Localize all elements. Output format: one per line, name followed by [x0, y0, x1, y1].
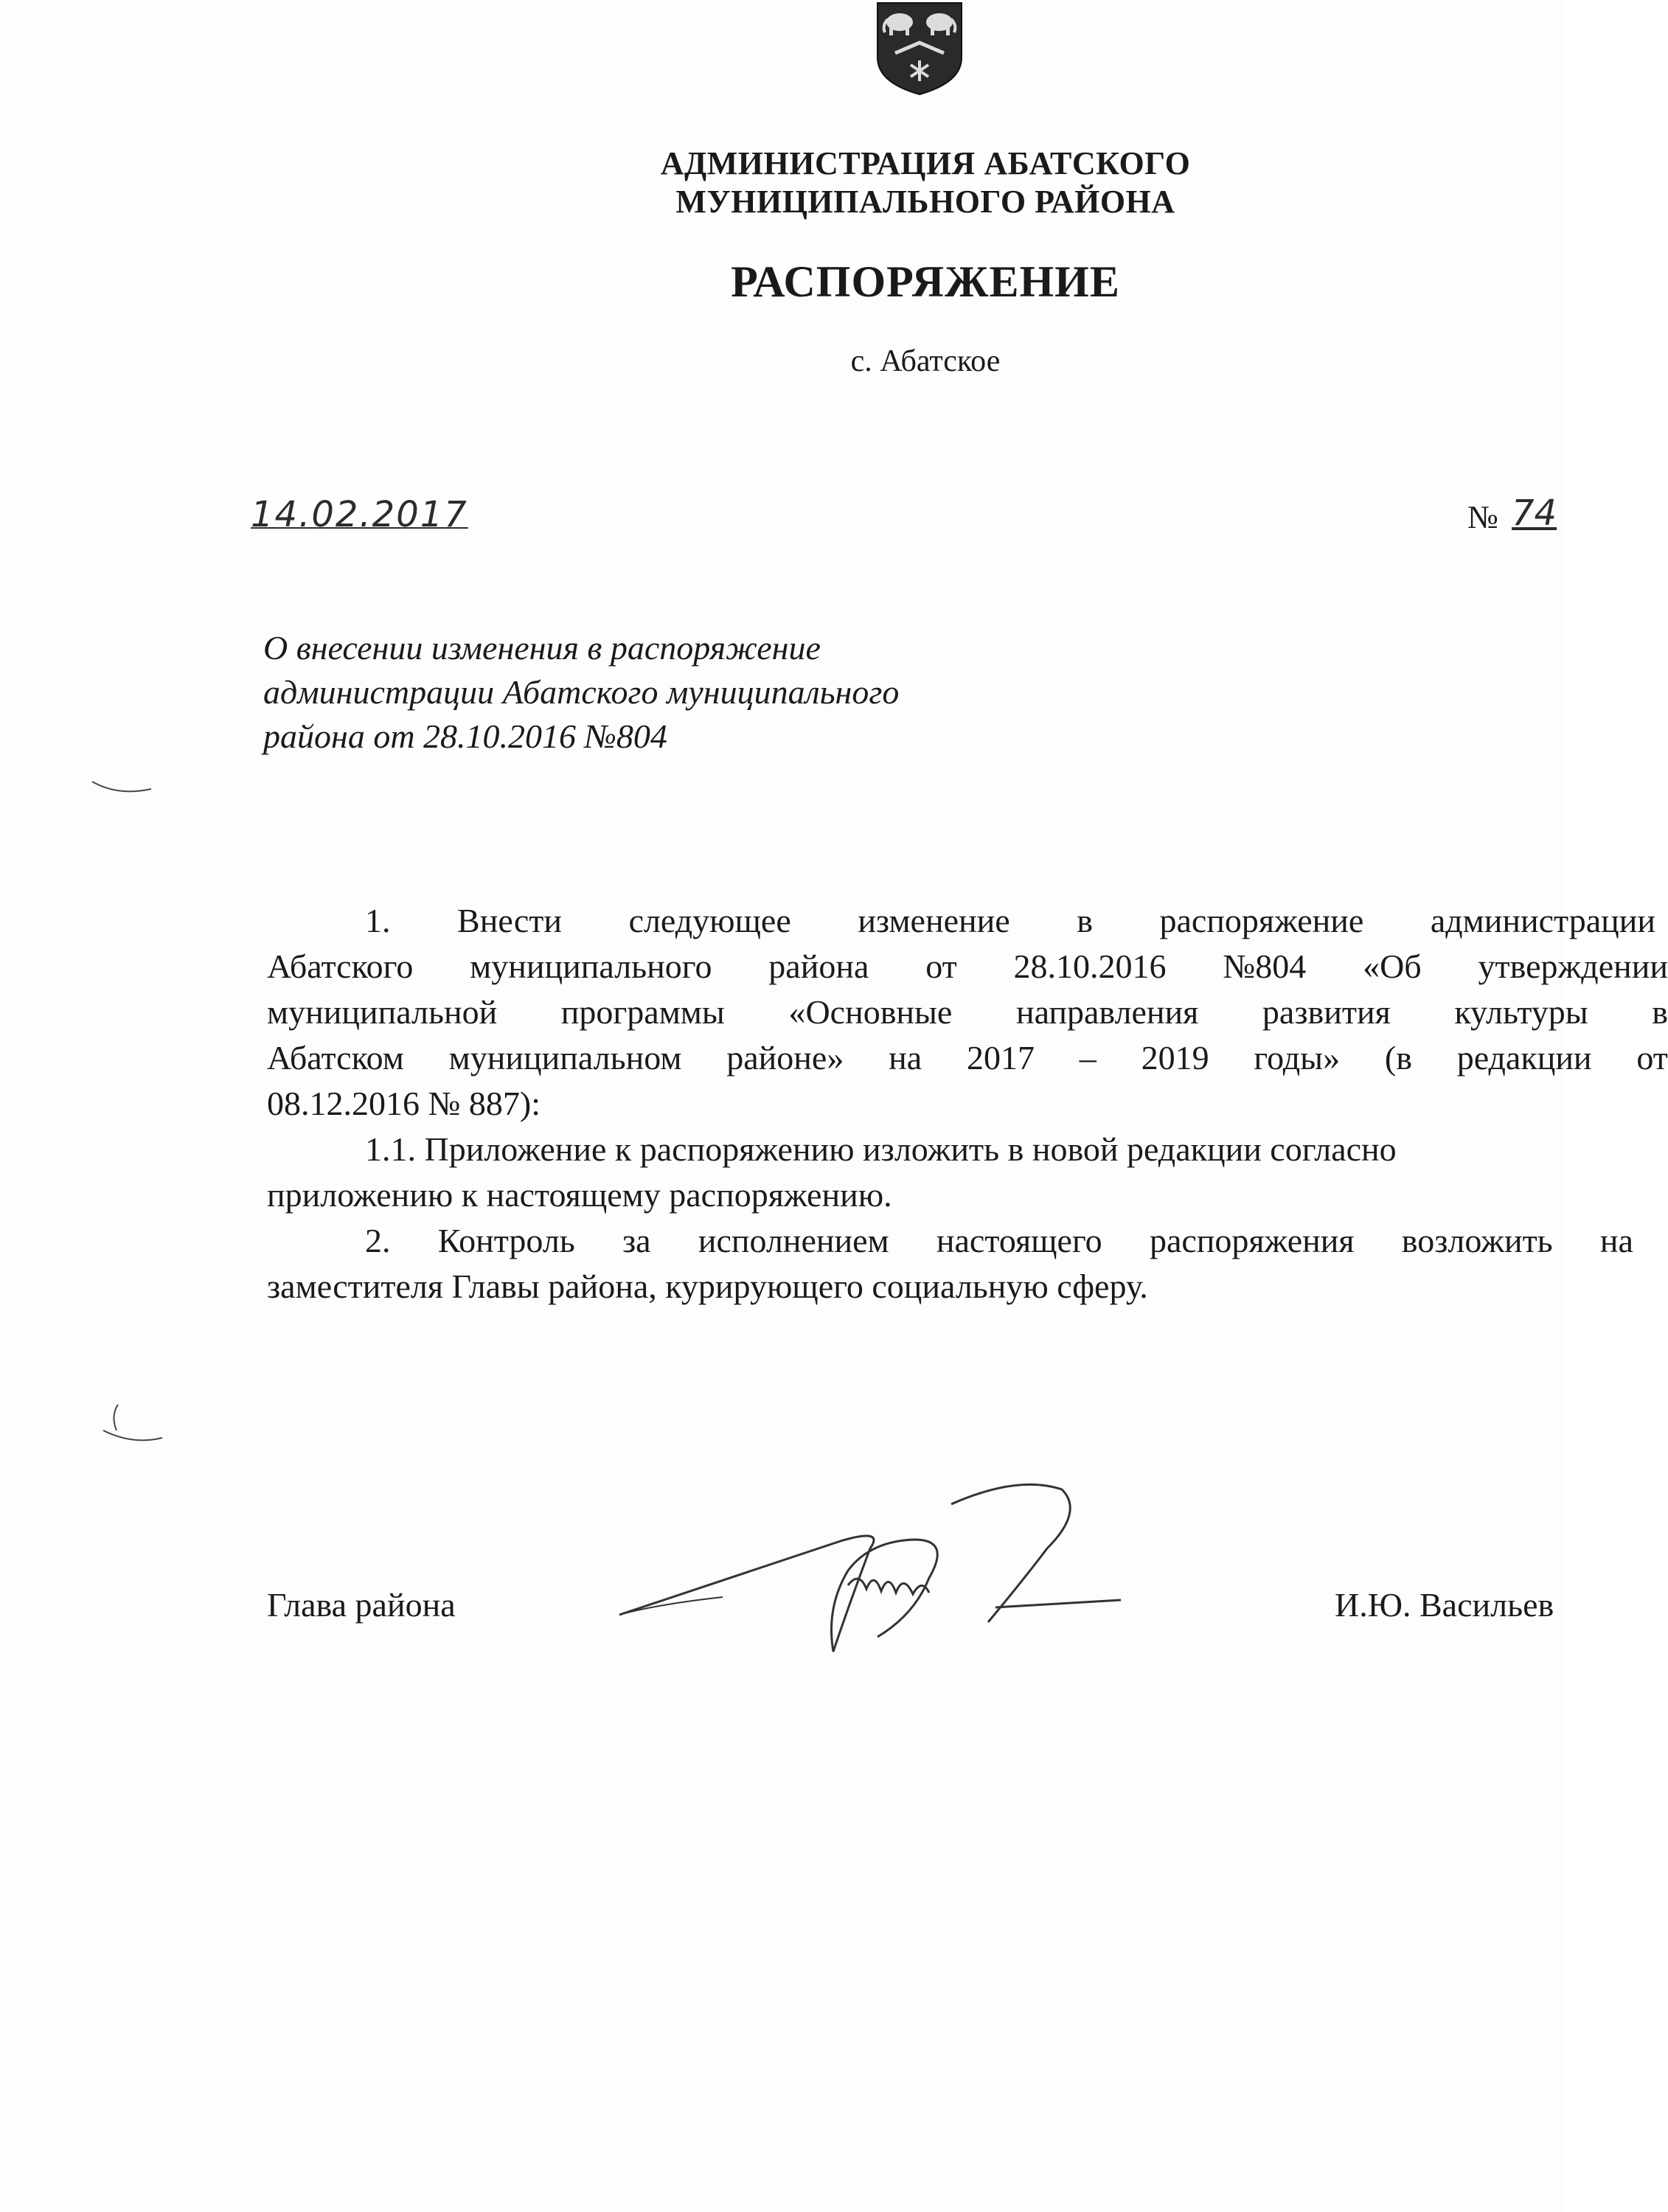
handwritten-signature-icon — [605, 1460, 1195, 1659]
word: муниципального — [470, 947, 712, 985]
word: распоряжения — [1149, 1222, 1355, 1259]
word: в — [1652, 993, 1668, 1031]
paragraph-1-1-line-2: приложению к настоящему распоряжению. — [267, 1176, 892, 1214]
number-sign: № — [1467, 499, 1498, 535]
word: настоящего — [936, 1222, 1102, 1259]
word: исполнением — [698, 1222, 889, 1259]
word: годы» — [1254, 1039, 1341, 1077]
word: возложить — [1401, 1222, 1553, 1259]
document-number: 74 — [1512, 493, 1557, 534]
paragraph-1-line-5: 08.12.2016 № 887): — [267, 1085, 541, 1122]
document-type-title: РАСПОРЯЖЕНИЕ — [731, 257, 1120, 306]
word: администрации — [1430, 902, 1655, 939]
word: – — [1079, 1039, 1097, 1077]
word: на — [1599, 1222, 1633, 1259]
word: в — [1077, 902, 1093, 939]
binder-mark-icon — [88, 774, 155, 804]
paragraph-2-line-2: заместителя Главы района, курирующего социальную сферу. — [267, 1267, 1148, 1305]
word: №804 — [1223, 947, 1307, 985]
word: районе» — [726, 1039, 844, 1077]
word: направления — [1015, 993, 1199, 1031]
word: 2017 — [966, 1039, 1035, 1077]
word: муниципальном — [448, 1039, 682, 1077]
signatory-name: И.Ю. Васильев — [1335, 1586, 1554, 1624]
binder-mark-icon — [103, 1401, 170, 1445]
word: на — [889, 1039, 922, 1077]
word: Внести — [457, 902, 563, 939]
subject-line-2: администрации Абатского муниципального — [263, 673, 900, 711]
word: 2019 — [1141, 1039, 1209, 1077]
word: 28.10.2016 — [1013, 947, 1167, 985]
word: «Об — [1363, 947, 1422, 985]
subject-line-1: О внесении изменения в распоряжение — [263, 629, 821, 667]
word: 1. — [365, 902, 391, 939]
word: культуры — [1454, 993, 1588, 1031]
word: 2. — [365, 1222, 391, 1259]
word: Контроль — [437, 1222, 575, 1259]
subject-line-3: района от 28.10.2016 №804 — [263, 717, 667, 755]
coat-of-arms-icon — [873, 0, 966, 96]
word: от — [1636, 1039, 1668, 1077]
word: развития — [1262, 993, 1391, 1031]
word: редакции — [1456, 1039, 1592, 1077]
place-of-issue: с. Абатское — [850, 344, 1001, 378]
signatory-title: Глава района — [267, 1586, 456, 1624]
paragraph-1-line-3 — [267, 992, 1668, 1032]
paragraph-1-line-4 — [267, 1038, 1668, 1077]
word: (в — [1384, 1039, 1412, 1077]
org-name-line-2: МУНИЦИПАЛЬНОГО РАЙОНА — [675, 184, 1175, 220]
word: следующее — [628, 902, 791, 939]
paragraph-1-1-line-1: 1.1. Приложение к распоряжению изложить в новой редакции согласно — [365, 1130, 1397, 1168]
word: программы — [560, 993, 725, 1031]
document-date: 14.02.2017 — [251, 494, 468, 535]
word: Абатском — [267, 1039, 404, 1077]
paragraph-1-line-2 — [267, 947, 1668, 986]
word: утверждении — [1478, 947, 1668, 985]
paragraph-2-line-1 — [365, 1221, 1633, 1260]
word: за — [622, 1222, 651, 1259]
word: Абатского — [267, 947, 414, 985]
word: «Основные — [788, 993, 953, 1031]
paragraph-1-line-1 — [365, 901, 1655, 940]
word: распоряжение — [1159, 902, 1364, 939]
word: изменение — [858, 902, 1010, 939]
word: муниципальной — [267, 993, 498, 1031]
word: от — [925, 947, 957, 985]
org-name-line-1: АДМИНИСТРАЦИЯ АБАТСКОГО — [660, 145, 1191, 181]
word: района — [768, 947, 869, 985]
